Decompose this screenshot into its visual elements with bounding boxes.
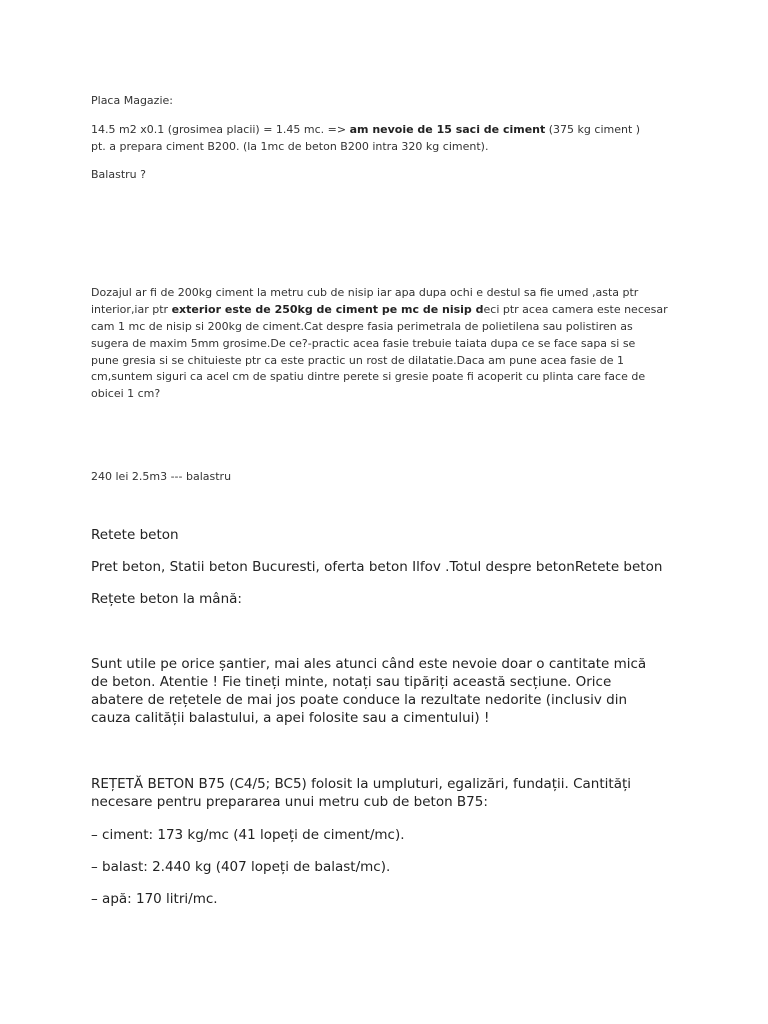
intro-para-line-2: de beton. Atentie ! Fie tineți minte, notați sau tipăriți această secțiune. Orice bbox=[91, 674, 612, 690]
balastru-question: Balastru ? bbox=[91, 168, 146, 181]
balastru-price: 240 lei 2.5m3 --- balastru bbox=[91, 470, 232, 483]
dozaj-line-1: Dozajul ar fi de 200kg ciment la metru cub de nisip iar apa dupa ochi e destul sa fie umed ,asta ptr bbox=[91, 286, 639, 299]
dozaj-line-3: cam 1 mc de nisip si 200kg de ciment.Cat despre fasia perimetrala de polietilena sau polistiren as bbox=[91, 320, 633, 333]
recipe-b75-line-1: REȚETĂ BETON B75 (C4/5; BC5) folosit la umpluturi, egalizări, fundații. Cantități bbox=[91, 776, 632, 792]
intro-para-line-3: abatere de rețetele de mai jos poate conduce la rezultate nedorite (inclusiv din bbox=[91, 692, 628, 708]
dozaj-bold-text: exterior este de 250kg de ciment pe mc de nisip d bbox=[171, 303, 484, 316]
calc-text-end: (375 kg ciment ) bbox=[545, 123, 641, 136]
calc-text-start: 14.5 m2 x0.1 (grosimea placii) = 1.45 mc. => bbox=[91, 123, 350, 136]
calc-bold-text: am nevoie de 15 saci de ciment bbox=[349, 123, 546, 136]
dozaj-text-end: eci ptr acea camera este necesar bbox=[483, 303, 668, 316]
dozaj-line-7: obicei 1 cm? bbox=[91, 387, 161, 400]
placa-magazie-title: Placa Magazie: bbox=[91, 94, 173, 107]
retete-la-mana-heading: Rețete beton la mână: bbox=[91, 591, 242, 607]
intro-para-line-4: cauza calității balastului, a apei folosite sau a cimentului) ! bbox=[91, 710, 490, 726]
recipe-item-apa: – apă: 170 litri/mc. bbox=[91, 891, 218, 907]
recipe-b75-line-2: necesare pentru prepararea unui metru cub de beton B75: bbox=[91, 794, 488, 810]
placa-calculation-line-2: pt. a prepara ciment B200. (la 1mc de beton B200 intra 320 kg ciment). bbox=[91, 140, 489, 153]
dozaj-line-5: pune gresia si se chituieste ptr ca este practic un rost de dilatatie.Daca am pune acea fasie de 1 bbox=[91, 354, 625, 367]
dozaj-line-2 bbox=[91, 301, 691, 319]
placa-calculation-line bbox=[91, 121, 691, 139]
retete-beton-title: Retete beton bbox=[91, 527, 179, 543]
recipe-item-balast: – balast: 2.440 kg (407 lopeți de balast/mc). bbox=[91, 859, 391, 875]
dozaj-line-4: sugera de maxim 5mm grosime.De ce?-practic acea fasie trebuie taiata dupa ce se face sapa si se bbox=[91, 337, 636, 350]
dozaj-line-6: cm,suntem siguri ca acel cm de spatiu dintre perete si gresie poate fi acoperit cu plinta care face de bbox=[91, 370, 646, 383]
dozaj-text-start: interior,iar ptr bbox=[91, 303, 172, 316]
recipe-item-ciment: – ciment: 173 kg/mc (41 lopeți de ciment/mc). bbox=[91, 827, 405, 843]
intro-para-line-1: Sunt utile pe orice șantier, mai ales atunci când este nevoie doar o cantitate mică bbox=[91, 656, 647, 672]
pret-beton-line: Pret beton, Statii beton Bucuresti, oferta beton Ilfov .Totul despre betonRetete beton bbox=[91, 559, 663, 575]
